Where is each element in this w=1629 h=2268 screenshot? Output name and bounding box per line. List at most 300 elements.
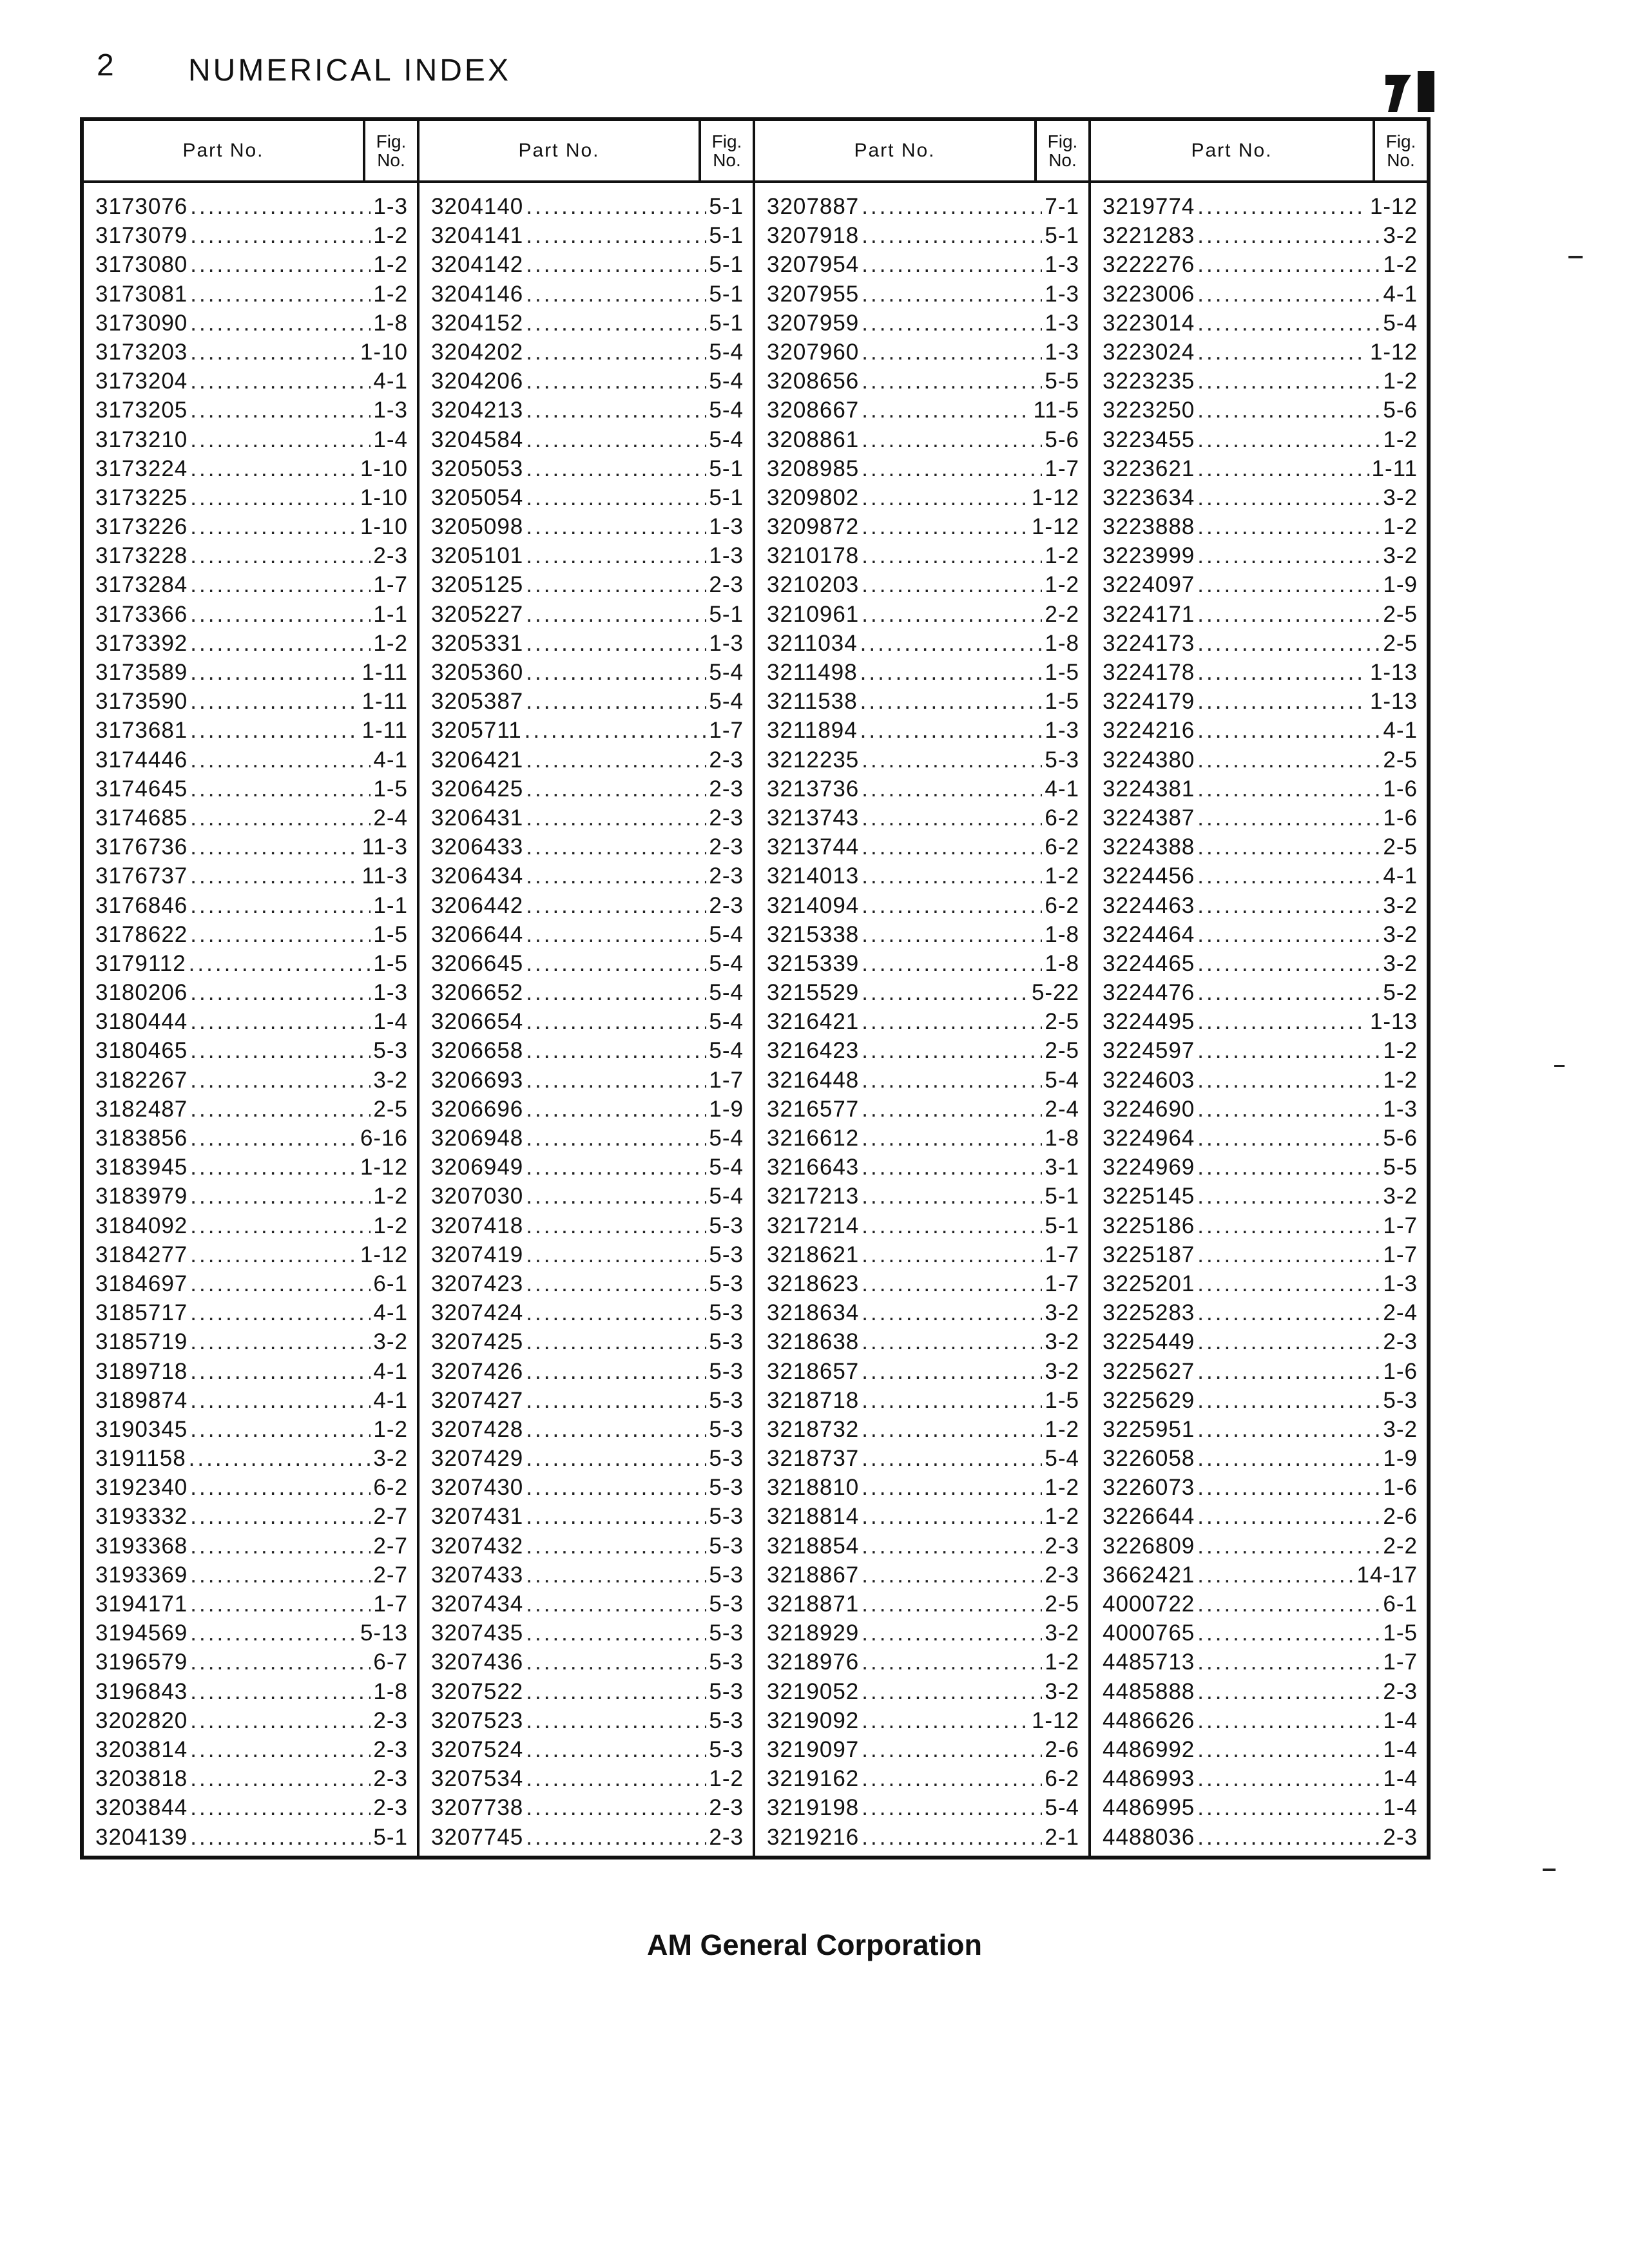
figure-number: 2-3 [1045, 1562, 1079, 1588]
figure-number: 5-1 [709, 223, 744, 249]
part-number: 3203818 [95, 1766, 188, 1792]
dot-leader [1197, 1793, 1380, 1822]
index-row [431, 1240, 744, 1269]
part-number: 3173589 [95, 660, 188, 685]
part-number: 3224463 [1103, 892, 1195, 918]
index-row [1103, 920, 1418, 949]
part-number: 3173081 [95, 281, 188, 307]
dot-leader [1197, 1211, 1380, 1240]
index-row [431, 1648, 744, 1677]
index-column-1 [84, 121, 419, 1856]
figure-number: 5-3 [373, 1038, 408, 1064]
part-number: 3218718 [767, 1387, 860, 1413]
dot-leader [190, 1124, 358, 1153]
figure-number: 1-3 [373, 980, 408, 1006]
part-number: 3218929 [767, 1620, 860, 1646]
part-number: 3204140 [431, 194, 524, 219]
figure-number: 4-1 [1045, 776, 1079, 802]
figure-number: 3-2 [1045, 1300, 1079, 1326]
part-number: 3214013 [767, 863, 860, 889]
part-number: 3207419 [431, 1242, 524, 1267]
index-row [767, 1007, 1079, 1036]
part-number: 3182267 [95, 1067, 188, 1093]
part-number: 3207426 [431, 1358, 524, 1384]
figure-number: 2-5 [1045, 1009, 1079, 1035]
figure-number: 6-1 [373, 1271, 408, 1296]
figure-number: 2-2 [1383, 1533, 1418, 1559]
dot-leader [526, 367, 706, 396]
index-row [95, 192, 408, 221]
dot-leader [190, 1502, 371, 1531]
figure-number: 1-3 [709, 514, 744, 540]
index-row [767, 687, 1079, 716]
figure-number: 5-5 [1045, 369, 1079, 394]
dot-leader [862, 1182, 1042, 1211]
index-row [431, 949, 744, 978]
index-row [431, 861, 744, 890]
figure-number: 1-2 [373, 1184, 408, 1209]
figure-number: 3-2 [1383, 543, 1418, 569]
part-number: 3213743 [767, 805, 860, 831]
index-row [431, 687, 744, 716]
dot-leader [862, 425, 1042, 454]
column-header [1091, 121, 1427, 183]
part-number: 3219052 [767, 1678, 860, 1704]
dot-leader [862, 250, 1042, 279]
index-row [1103, 1327, 1418, 1356]
part-number: 3176737 [95, 863, 188, 889]
dot-leader [190, 1706, 371, 1735]
index-row [95, 367, 408, 396]
index-row [431, 745, 744, 774]
index-row [95, 280, 408, 309]
index-row [767, 949, 1079, 978]
index-row [95, 1182, 408, 1211]
index-row [1103, 745, 1418, 774]
dot-leader [862, 1095, 1042, 1124]
index-row [1103, 192, 1418, 221]
dot-leader [1197, 1823, 1380, 1852]
part-number: 3173590 [95, 689, 188, 715]
dot-leader [862, 1532, 1042, 1561]
part-number: 3224388 [1103, 834, 1195, 860]
part-number: 3173205 [95, 398, 188, 423]
figure-number: 5-6 [1383, 1126, 1418, 1151]
figure-number: 1-12 [360, 1155, 408, 1180]
part-number: 3211894 [767, 718, 858, 744]
dot-leader [526, 1793, 706, 1822]
part-number: 3224495 [1103, 1009, 1195, 1035]
figure-number: 5-4 [709, 1155, 744, 1180]
index-row [431, 1269, 744, 1298]
dot-leader [190, 1240, 358, 1269]
part-number: 3204141 [431, 223, 524, 249]
part-number: 3193332 [95, 1504, 188, 1530]
dot-leader [1197, 1532, 1380, 1561]
part-number: 3204584 [431, 427, 524, 452]
index-row [767, 1211, 1079, 1240]
figure-number: 2-5 [1383, 630, 1418, 656]
part-number: 3204139 [95, 1824, 188, 1850]
figure-number: 1-7 [1045, 1242, 1079, 1267]
index-row [767, 192, 1079, 221]
dot-leader [526, 1269, 706, 1298]
figure-number: 2-7 [373, 1533, 408, 1559]
index-row [431, 1561, 744, 1590]
index-row [431, 1182, 744, 1211]
dot-leader [862, 1357, 1042, 1386]
part-number: 3205331 [431, 630, 524, 656]
figure-number: 1-7 [1383, 1242, 1418, 1267]
index-row [1103, 1706, 1418, 1735]
index-row [95, 1007, 408, 1036]
index-row [767, 221, 1079, 250]
part-number: 3173079 [95, 223, 188, 249]
part-number: 3207425 [431, 1329, 524, 1355]
index-row [1103, 1502, 1418, 1531]
part-number: 3206645 [431, 950, 524, 976]
part-number: 3206654 [431, 1009, 524, 1035]
figure-number: 1-8 [1045, 1126, 1079, 1151]
index-row [431, 1735, 744, 1764]
part-number: 3207429 [431, 1446, 524, 1472]
part-number: 3205054 [431, 485, 524, 510]
part-number: 3184697 [95, 1271, 188, 1296]
figure-number: 6-2 [1045, 1766, 1079, 1792]
index-row [431, 221, 744, 250]
part-number: 3203844 [95, 1795, 188, 1821]
part-number: 3216643 [767, 1155, 860, 1180]
part-number: 3224465 [1103, 950, 1195, 976]
figure-number: 1-3 [1045, 281, 1079, 307]
index-row [1103, 600, 1418, 629]
figure-number: 2-5 [1383, 601, 1418, 627]
dot-leader [190, 425, 371, 454]
dot-leader [1197, 250, 1380, 279]
index-row [1103, 1036, 1418, 1065]
index-row [1103, 1444, 1418, 1473]
part-number: 3204213 [431, 398, 524, 423]
index-row [431, 1706, 744, 1735]
index-row [767, 1357, 1079, 1386]
part-number: 3205053 [431, 456, 524, 481]
part-number: 3207954 [767, 252, 860, 278]
index-row [767, 454, 1079, 483]
dot-leader [862, 600, 1042, 629]
part-number: 3206433 [431, 834, 524, 860]
part-number: 3225629 [1103, 1387, 1195, 1413]
part-number: 3178622 [95, 921, 188, 947]
index-row [767, 425, 1079, 454]
figure-number: 3-2 [1383, 921, 1418, 947]
dot-leader [862, 512, 1029, 541]
dot-leader [526, 541, 706, 570]
part-number: 3206431 [431, 805, 524, 831]
index-row [1103, 1153, 1418, 1182]
figure-number: 2-3 [709, 834, 744, 860]
figure-number: 4-1 [1383, 281, 1418, 307]
figure-header-line2: No. [1387, 150, 1415, 170]
index-row [1103, 221, 1418, 250]
part-number: 3206948 [431, 1126, 524, 1151]
dot-leader [190, 512, 358, 541]
dot-leader [526, 250, 706, 279]
figure-number: 1-2 [1045, 572, 1079, 598]
part-number: 3206425 [431, 776, 524, 802]
index-row [95, 1444, 408, 1473]
part-number: 3196843 [95, 1678, 188, 1704]
dot-leader [1197, 745, 1380, 774]
index-row [95, 1532, 408, 1561]
dot-leader [190, 1182, 371, 1211]
manufacturer-logo-icon [1385, 71, 1436, 112]
dot-leader [862, 221, 1042, 250]
figure-number: 5-3 [709, 1649, 744, 1675]
index-row [431, 454, 744, 483]
dot-leader [1197, 1706, 1380, 1735]
dot-leader [862, 1561, 1042, 1590]
part-number: 3224097 [1103, 572, 1195, 598]
part-number: 3211034 [767, 630, 858, 656]
part-number: 3216612 [767, 1126, 860, 1151]
part-number: 3173284 [95, 572, 188, 598]
footer-company-name: AM General Corporation [646, 1928, 983, 1961]
index-row [767, 1240, 1079, 1269]
part-number: 3183856 [95, 1126, 188, 1151]
dot-leader [1197, 1182, 1380, 1211]
figure-number: 5-3 [709, 1736, 744, 1762]
figure-number: 1-10 [360, 485, 408, 510]
index-row [767, 1793, 1079, 1822]
dot-leader [526, 1182, 706, 1211]
dot-leader [1197, 192, 1367, 221]
part-number: 3206442 [431, 892, 524, 918]
part-number: 3189874 [95, 1387, 188, 1413]
part-number: 3219162 [767, 1766, 860, 1792]
dot-leader [190, 803, 371, 832]
index-row [767, 1124, 1079, 1153]
dot-leader [190, 1823, 371, 1852]
dot-leader [1197, 280, 1380, 309]
index-row [1103, 309, 1418, 338]
figure-number: 1-6 [1383, 776, 1418, 802]
figure-number: 1-4 [1383, 1707, 1418, 1733]
index-row [95, 221, 408, 250]
dot-leader [1197, 1619, 1380, 1648]
margin-mark [1554, 1065, 1565, 1067]
part-number: 3196579 [95, 1649, 188, 1675]
figure-number: 1-4 [1383, 1766, 1418, 1792]
dot-leader [526, 454, 706, 483]
index-rows [1091, 183, 1427, 1852]
dot-leader [526, 1706, 706, 1735]
figure-number: 3-2 [1383, 950, 1418, 976]
index-row [767, 1619, 1079, 1648]
index-row [767, 1502, 1079, 1531]
part-number: 3205711 [431, 718, 522, 744]
index-row [95, 1677, 408, 1706]
index-row [1103, 861, 1418, 890]
figure-number: 1-2 [1383, 252, 1418, 278]
figure-number: 1-12 [1369, 339, 1418, 365]
part-number: 3217214 [767, 1213, 860, 1238]
figure-number: 3-2 [1383, 892, 1418, 918]
part-number: 3212235 [767, 747, 860, 773]
index-row [431, 978, 744, 1007]
index-row [95, 396, 408, 425]
dot-leader [1197, 570, 1380, 599]
figure-number: 2-3 [373, 1766, 408, 1792]
dot-leader [862, 774, 1042, 803]
dot-leader [526, 1415, 706, 1444]
dot-leader [862, 1298, 1042, 1327]
part-number: 3207424 [431, 1300, 524, 1326]
index-row [1103, 1124, 1418, 1153]
figure-number: 2-4 [1045, 1096, 1079, 1122]
figure-number: 1-5 [373, 776, 408, 802]
figure-number: 1-3 [373, 398, 408, 423]
dot-leader [1197, 309, 1380, 338]
dot-leader [526, 1561, 706, 1590]
index-row [1103, 716, 1418, 745]
part-number: 3216448 [767, 1067, 860, 1093]
dot-leader [1197, 1677, 1380, 1706]
figure-number: 4-1 [373, 747, 408, 773]
index-row [431, 396, 744, 425]
index-row [767, 1095, 1079, 1124]
part-number-header: Part No. [854, 140, 936, 161]
figure-number: 1-12 [360, 1242, 408, 1267]
part-number: 3205227 [431, 601, 524, 627]
dot-leader [525, 716, 707, 745]
figure-number: 5-1 [1045, 1213, 1079, 1238]
figure-number: 5-3 [709, 1329, 744, 1355]
index-row [767, 338, 1079, 367]
part-number: 3218621 [767, 1242, 860, 1267]
figure-number: 1-6 [1383, 1358, 1418, 1384]
part-number: 3208656 [767, 369, 860, 394]
figure-number: 1-10 [360, 456, 408, 481]
dot-leader [526, 1036, 706, 1065]
index-row [95, 1764, 408, 1793]
index-row [431, 483, 744, 512]
figure-number: 5-1 [709, 281, 744, 307]
figure-number: 2-3 [1383, 1678, 1418, 1704]
figure-number: 1-10 [360, 514, 408, 540]
figure-number: 1-7 [373, 572, 408, 598]
dot-leader [862, 861, 1042, 890]
index-row [95, 1153, 408, 1182]
index-row [767, 1036, 1079, 1065]
figure-number: 2-3 [373, 1736, 408, 1762]
dot-leader [1197, 1590, 1380, 1619]
figure-header-line1: Fig. [376, 131, 407, 151]
figure-number: 6-2 [1045, 805, 1079, 831]
figure-number: 5-1 [1045, 223, 1079, 249]
part-number: 3225449 [1103, 1329, 1195, 1355]
figure-number: 5-3 [709, 1504, 744, 1530]
figure-number: 1-9 [709, 1096, 744, 1122]
part-number: 3173224 [95, 456, 188, 481]
index-row [1103, 1561, 1418, 1590]
figure-number: 1-11 [1371, 456, 1418, 481]
figure-number: 2-3 [373, 543, 408, 569]
part-number: 3203814 [95, 1736, 188, 1762]
index-row [1103, 338, 1418, 367]
figure-number: 1-1 [373, 601, 408, 627]
dot-leader [526, 570, 706, 599]
part-number-header: Part No. [1191, 140, 1273, 161]
part-number: 3180444 [95, 1009, 188, 1035]
part-number: 3207918 [767, 223, 860, 249]
figure-number: 3-1 [1045, 1155, 1079, 1180]
part-number: 3214094 [767, 892, 860, 918]
figure-number: 1-5 [1045, 689, 1079, 715]
dot-leader [526, 600, 706, 629]
figure-number: 5-3 [709, 1416, 744, 1442]
figure-header-line2: No. [377, 150, 405, 170]
dot-leader [1197, 1735, 1380, 1764]
figure-number: 5-1 [709, 456, 744, 481]
figure-number: 1-2 [1045, 1475, 1079, 1501]
figure-number: 1-8 [373, 1678, 408, 1704]
figure-number: 1-12 [1031, 485, 1079, 510]
dot-leader [526, 1532, 706, 1561]
index-row [95, 1590, 408, 1619]
part-number: 3215529 [767, 980, 860, 1006]
part-number: 3218623 [767, 1271, 860, 1296]
dot-leader [190, 1735, 371, 1764]
dot-leader [190, 1473, 371, 1502]
dot-leader [526, 920, 706, 949]
figure-number: 3-2 [1045, 1358, 1079, 1384]
figure-number-header [699, 121, 753, 180]
part-number: 4486626 [1103, 1707, 1195, 1733]
part-number: 3216577 [767, 1096, 860, 1122]
figure-number: 1-2 [1383, 369, 1418, 394]
index-row [1103, 1823, 1418, 1852]
dot-leader [1197, 1066, 1380, 1095]
figure-number: 5-22 [1031, 980, 1079, 1006]
figure-number: 1-8 [373, 310, 408, 336]
dot-leader [862, 1211, 1042, 1240]
index-row [95, 1211, 408, 1240]
index-row [95, 1386, 408, 1415]
figure-header-line1: Fig. [1047, 131, 1078, 151]
part-number: 3225187 [1103, 1242, 1195, 1267]
figure-number: 1-5 [373, 950, 408, 976]
index-row [767, 1153, 1079, 1182]
part-number: 3180465 [95, 1038, 188, 1064]
figure-number: 1-7 [709, 1067, 744, 1093]
dot-leader [1197, 1036, 1380, 1065]
index-row [767, 861, 1079, 890]
dot-leader [1197, 978, 1380, 1007]
index-row [767, 1473, 1079, 1502]
dot-leader [190, 570, 371, 599]
index-row [95, 1095, 408, 1124]
figure-number: 2-7 [373, 1504, 408, 1530]
dot-leader [860, 716, 1043, 745]
dot-leader [862, 978, 1029, 1007]
index-row [95, 803, 408, 832]
part-number: 3213736 [767, 776, 860, 802]
figure-number: 1-11 [361, 689, 408, 715]
dot-leader [526, 803, 706, 832]
dot-leader [1197, 338, 1367, 367]
part-number: 3226809 [1103, 1533, 1195, 1559]
figure-number: 1-7 [1383, 1213, 1418, 1238]
